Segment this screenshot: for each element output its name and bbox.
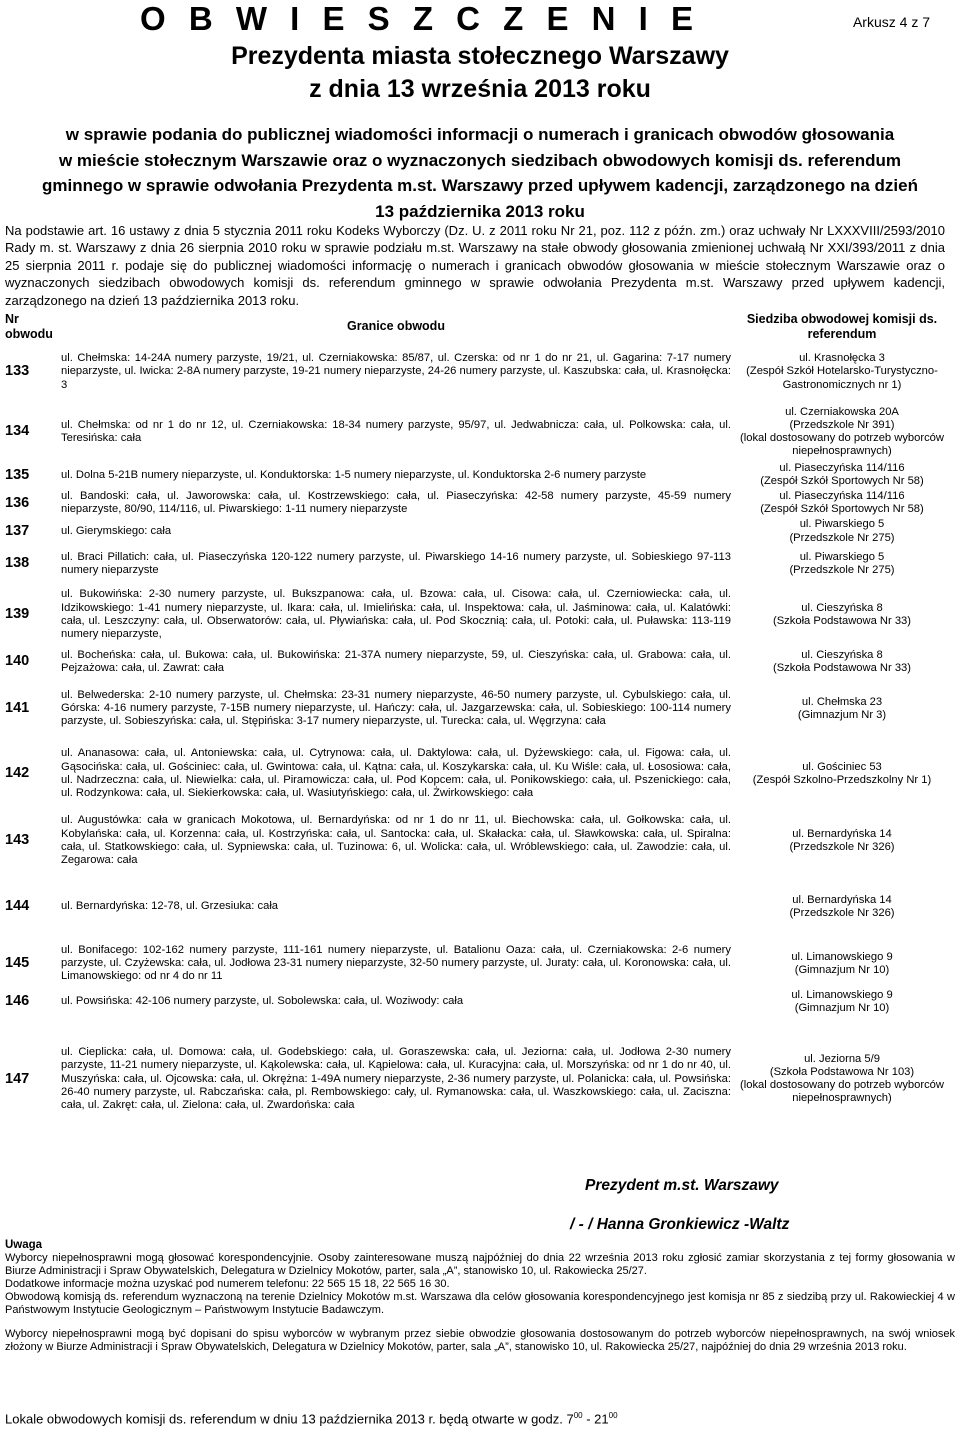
district-number: 144 (5, 898, 30, 915)
table-row (5, 1027, 953, 1131)
district-number: 134 (5, 423, 30, 440)
commission-seat: ul. Chełmska 23 (Gimnazjum Nr 3) (797, 695, 887, 721)
table-row (5, 545, 953, 583)
commission-seat: ul. Jeziorna 5/9 (Szkoła Podstawowa Nr 103) (lokal dostosowany do potrzeb wyborców niepełnosprawnych) (740, 1052, 944, 1105)
commission-seat: ul. Piwarskiego 5 (Przedszkole Nr 275) (789, 518, 895, 544)
table-row (5, 462, 953, 488)
district-number: 135 (5, 466, 30, 483)
commission-seat: ul. Piaseczyńska 114/116 (Zespół Szkół Sportowych Nr 58) (760, 490, 924, 516)
table-header-row (5, 312, 953, 342)
table-row (5, 583, 953, 647)
header-district-number: Nr obwodu (5, 312, 53, 341)
footer-dash: - 21 (582, 1411, 609, 1427)
subject-line: w mieście stołecznym Warszawie oraz o wyznaczonych siedzibach obwodowych komisji ds. referendum (58, 150, 902, 170)
table-row (5, 488, 953, 518)
districts-table (5, 312, 953, 1131)
header-commission-seat: Siedziba obwodowej komisji ds. referendum (746, 312, 938, 341)
footer-text: Lokale obwodowych komisji ds. referendum w dniu 13 października 2013 r. będą otwarte w godz. 7 (5, 1411, 574, 1427)
header-boundaries: Granice obwodu (347, 319, 445, 334)
district-number: 141 (5, 700, 30, 717)
legal-basis-paragraph: Na podstawie art. 16 ustawy z dnia 5 stycznia 2011 roku Kodeks Wyborczy (Dz. U. z 2011 roku Nr 21, poz. 112 z późn. zm.) oraz uchwały Nr LXXXVIII/2593/2010 Rady m. st. Warszawy z dnia 26 sierpnia 2010 roku w sprawie podziału m.st. Warszawy na stałe obwody głosowania zmienionej uchwałą Nr XXI/393/2011 z dnia 25 sierpnia 2011 r. podaje się do publicznej wiadomości informację o numerach i granicach obwodów głosowania w mieście stołecznym Warszawie oraz o wyznaczonych siedzibach obwodowych komisji ds. referendum gminnego w sprawie odwołania Prezydenta m.st. Warszawy przed upływem kadencji, zarządzonego na dzień 13 października 2013 roku. (5, 223, 945, 308)
district-number: 140 (5, 653, 30, 670)
row-spacer (5, 875, 953, 889)
commission-seat: ul. Cieszyńska 8 (Szkoła Podstawowa Nr 33) (772, 648, 912, 674)
footer-sup: 00 (573, 1411, 583, 1420)
commission-seat: ul. Bernardyńska 14 (Przedszkole Nr 326) (789, 893, 895, 919)
notice-title: O B W I E S Z C Z E N I E (139, 0, 701, 37)
district-boundaries: ul. Bandoski: cała, ul. Jaworowska: cała, ul. Kostrzewskiego: cała, ul. Piaseczyńska: 42-58 numery parzyste, 45-59 numery nieparzyste, 80/90, 114/116, ul. Piwarskiego: 1-11 numery nieparzyste (61, 490, 731, 516)
district-boundaries: ul. Bukowińska: 2-30 numery parzyste, ul. Bukszpanowa: cała, ul. Bzowa: cała, ul. Cisowa: cała, ul. Czerniowiecka: cała, ul. Idzikowskiego: 1-41 numery nieparzyste, ul. Ikara: cała, ul. Imielińska: cała, ul. Inspektowa: cała, ul. Jaśminowa: cała, ul. Kalatówki: cała, ul. Leszczyny: cała, ul. Obserwatorów: cała, ul. Pływiańska: cała, ul. Pod Skocznią: cała, ul. Potoki: cała, ul. Puławska: 113-119 numery nieparzyste, (61, 588, 731, 641)
subject-line: w sprawie podania do publicznej wiadomości informacji o numerach i granicach obwodów głosowania (65, 125, 895, 144)
note-paragraph: Dodatkowe informacje można uzyskać pod numerem telefonu: 22 565 15 18, 22 565 16 30. (5, 1277, 450, 1290)
district-number: 145 (5, 955, 30, 972)
notes-heading: Uwaga (5, 1239, 43, 1251)
district-number: 147 (5, 1070, 30, 1087)
commission-seat: ul. Cieszyńska 8 (Szkoła Podstawowa Nr 33) (772, 601, 912, 627)
note-paragraph: Wyborcy niepełnosprawni mogą głosować korespondencyjnie. Osoby zainteresowane muszą najpóźniej do dnia 22 września 2013 roku zgłosić zamiar skorzystania z tej formy głosowania w Biurze Administracji i Spraw Obywatelskich, Delegatura w Dzielnicy Mokotów, parter, sala „A”, stanowisko 10, ul. Rakowiecka 25/27. (5, 1251, 955, 1277)
district-number: 146 (5, 993, 30, 1010)
subject-line: gminnego w sprawie odwołania Prezydenta m.st. Warszawy przed upływem kadencji, zarządzonego na dzień (41, 176, 918, 195)
district-boundaries: ul. Powsińska: 42-106 numery parzyste, ul. Sobolewska: cała, ul. Woziwody: cała (61, 995, 464, 1008)
district-boundaries: ul. Bocheńska: cała, ul. Bukowa: cała, ul. Bukowińska: 21-37A numery nieparzyste, 59, ul. Cieszyńska: cała, ul. Grabowa: cała, ul. Pejzażowa: cała, ul. Zawrat: cała (61, 648, 731, 674)
table-row (5, 647, 953, 677)
district-boundaries: ul. Bonifacego: 102-162 numery parzyste, 111-161 numery nieparzyste, ul. Batalionu Oaza: cała, ul. Czerniakowska: 2-6 numery parzyste, ul. Czyżewska: cała, ul. Jodłowa 23-31 numery nieparzyste, 32-50 numery parzyste, ul. Juraty: cała, ul. Koronowska: cała, ul. Limanowskiego: od nr 4 do nr 11 (61, 944, 731, 983)
commission-seat: ul. Limanowskiego 9 (Gimnazjum Nr 10) (791, 950, 893, 976)
district-number: 137 (5, 523, 30, 539)
district-number: 143 (5, 832, 30, 849)
note-paragraph: Obwodową komisją ds. referendum wyznaczoną na terenie Dzielnicy Mokotów m.st. Warszawa dla celów głosowania korespondencyjnego jest komisja nr 85 z siedzibą przy ul. Rakowieckiej 4 w Państwowym Instytucie Geologicznym – Państwowym Instytucie Badawczym. (5, 1290, 955, 1316)
commission-seat: ul. Piwarskiego 5 (Przedszkole Nr 275) (789, 550, 895, 576)
district-boundaries: ul. Chełmska: od nr 1 do nr 12, ul. Czerniakowska: 18-34 numery parzyste, 95/97, ul. Jedwabnicza: cała, ul. Polkowska: cała, ul. Teresińska: cała (61, 418, 731, 444)
commission-seat: ul. Piaseczyńska 114/116 (Zespół Szkół Sportowych Nr 58) (760, 462, 924, 488)
table-row (5, 807, 953, 875)
table-row (5, 741, 953, 807)
commission-seat: ul. Gościniec 53 (Zespół Szkolno-Przedszkolny Nr 1) (752, 760, 932, 786)
table-row (5, 518, 953, 544)
table-row (5, 342, 953, 402)
district-boundaries: ul. Chełmska: 14-24A numery parzyste, 19/21, ul. Czerniakowska: 85/87, ul. Czerska: od nr 1 do nr 21, ul. Gagarina: 7-17 numery nieparzyste, ul. Iwicka: 2-8A numery parzyste, 19-21 numery nieparzyste, 24-26 numery parzyste, ul. Kaszubska: cała, ul. Krasnołęcka: 3 (61, 352, 731, 391)
district-boundaries: ul. Braci Pillatich: cała, ul. Piaseczyńska 120-122 numery parzyste, ul. Piwarskiego 14-16 numery parzyste, ul. Sobieskiego 97-113 numery nieparzyste (61, 550, 731, 576)
district-number: 136 (5, 494, 30, 511)
row-spacer (5, 1015, 953, 1027)
table-row (5, 939, 953, 989)
district-boundaries: ul. Ananasowa: cała, ul. Antoniewska: cała, ul. Cytrynowa: cała, ul. Daktylowa: cała, ul. Dyżewskiego: cała, ul. Figowa: cała, ul. Gąsocińska: cała, ul. Gościniec: cała, ul. Gwintowa: cała, ul. Kątna: cała, ul. Koszykarska: cała, ul. Ku Wiśle: cała, ul. Łososiowa: cała, ul. Nadrzeczna: cała, ul. Niewielka: cała, ul. Piramowicza: cała, ul. Pod Kopcem: cała, ul. Ponikowskiego: cała, ul. Pszenickiego: cała, ul. Rodzynkowa: cała, ul. Siekierkowska: cała, ul. Wasiutyńskiego: cała, ul. Żwirkowskiego: cała (61, 747, 731, 800)
subject-line: 13 października 2013 roku (375, 201, 585, 221)
notice-date: z dnia 13 września 2013 roku (309, 75, 651, 103)
district-boundaries: ul. Cieplicka: cała, ul. Domowa: cała, ul. Godebskiego: cała, ul. Goraszewska: cała, ul. Jeziorna: cała, ul. Jodłowa 2-30 numery parzyste, 11-21 numery nieparzyste, ul. Kąkolewska: cała, ul. Kąpielowa: cała, ul. Kuracyjna: cała, ul. Morszyńska: od nr 1 do nr 40, ul. Muszyńska: cała, ul. Ojcowska: cała, ul. Okrężna: 1-49A numery nieparzyste, 2-36 numery parzyste, ul. Polanicka: cała, ul. Powsińska: 26-40 numery parzyste, ul. Rabczańska: cała, pl. Rembowskiego: cały, ul. Rymanowska: cała, ul. Waszkowskiego: cała, ul. Zaciszna: cała, ul. Zakręt: cała, ul. Zielona: cała, ul. Zwardońska: cała (61, 1046, 731, 1112)
footer-sup: 00 (608, 1411, 618, 1420)
note-paragraph: Wyborcy niepełnosprawni mogą być dopisani do spisu wyborców w wybranym przez siebie obwodzie głosowania dostosowanym do potrzeb wyborców niepełnosprawnych, na swój wniosek złożony w Biurze Administracji i Spraw Obywatelskich, Delegatura w Dzielnicy Mokotów, parter, sala „A”, stanowisko 10, ul. Rakowiecka 25/27, najpóźniej do dnia 29 września 2013 roku. (5, 1328, 955, 1354)
district-boundaries: ul. Bernardyńska: 12-78, ul. Grzesiuka: cała (61, 900, 279, 913)
notes-section (5, 1239, 955, 1354)
district-boundaries: ul. Augustówka: cała w granicach Mokotowa, ul. Bernardyńska: od nr 1 do nr 11, ul. Biechowska: cała, ul. Gołkowska: cała, ul. Kobylańska: cała, ul. Korzenna: cała, ul. Kostrzyńska: cała, ul. Santocka: cała, ul. Skałacka: cała, ul. Sławkowska: cała, ul. Spiralna: cała, ul. Statkowskiego: cała, ul. Sypniewska: cała, ul. Tuzinowa: 6, ul. Wolicka: cała, ul. Wróblewskiego: cała, ul. Zawodzie: cała, ul. Zegarowa: cała (61, 814, 731, 867)
commission-seat: ul. Czerniakowska 20A (Przedszkole Nr 391) (lokal dostosowany do potrzeb wyborców niepełnosprawnych) (740, 405, 944, 458)
table-body (5, 342, 953, 1131)
district-boundaries: ul. Belwederska: 2-10 numery parzyste, ul. Chełmska: 23-31 numery nieparzyste, 46-50 numery parzyste, ul. Cybulskiego: cała, ul. Górska: 4-16 numery parzyste, 7-15B numery nieparzyste, ul. Hańczy: cała, ul. Jazgarzewska: cała, ul. Sobieskiego: 100-114 numery parzyste, ul. Sobieszyńska: cała, ul. Stępińska: 3-17 numery nieparzyste, ul. Turecka: cała, ul. Węgrzyna: cała (61, 689, 731, 728)
commission-seat: ul. Limanowskiego 9 (Gimnazjum Nr 10) (791, 988, 893, 1015)
sheet-number: Arkusz 4 z 7 (852, 14, 930, 30)
table-row (5, 677, 953, 741)
district-number: 142 (5, 765, 30, 782)
district-boundaries: ul. Gierymskiego: cała (61, 525, 172, 537)
district-number: 138 (5, 555, 30, 572)
table-row (5, 989, 953, 1015)
district-number: 133 (5, 363, 30, 380)
row-spacer (5, 925, 953, 939)
signature-title: Prezydent m.st. Warszawy (585, 1177, 779, 1194)
issuer-title: Prezydenta miasta stołecznego Warszawy (231, 42, 729, 70)
commission-seat: ul. Krasnołęcka 3 (Zespół Szkół Hotelarsko-Turystyczno-Gastronomicznych nr 1) (746, 352, 938, 391)
district-number: 139 (5, 606, 30, 623)
commission-seat: ul. Bernardyńska 14 (Przedszkole Nr 326) (789, 827, 895, 853)
signature-name: / - / Hanna Gronkiewicz -Waltz (570, 1216, 790, 1233)
table-row (5, 889, 953, 925)
notice-subject (10, 122, 950, 224)
opening-hours-footer (5, 1411, 618, 1426)
district-boundaries: ul. Dolna 5-21B numery nieparzyste, ul. Konduktorska: 1-5 numery nieparzyste, ul. Konduktorska 2-6 numery parzyste (61, 468, 647, 481)
table-row (5, 402, 953, 462)
